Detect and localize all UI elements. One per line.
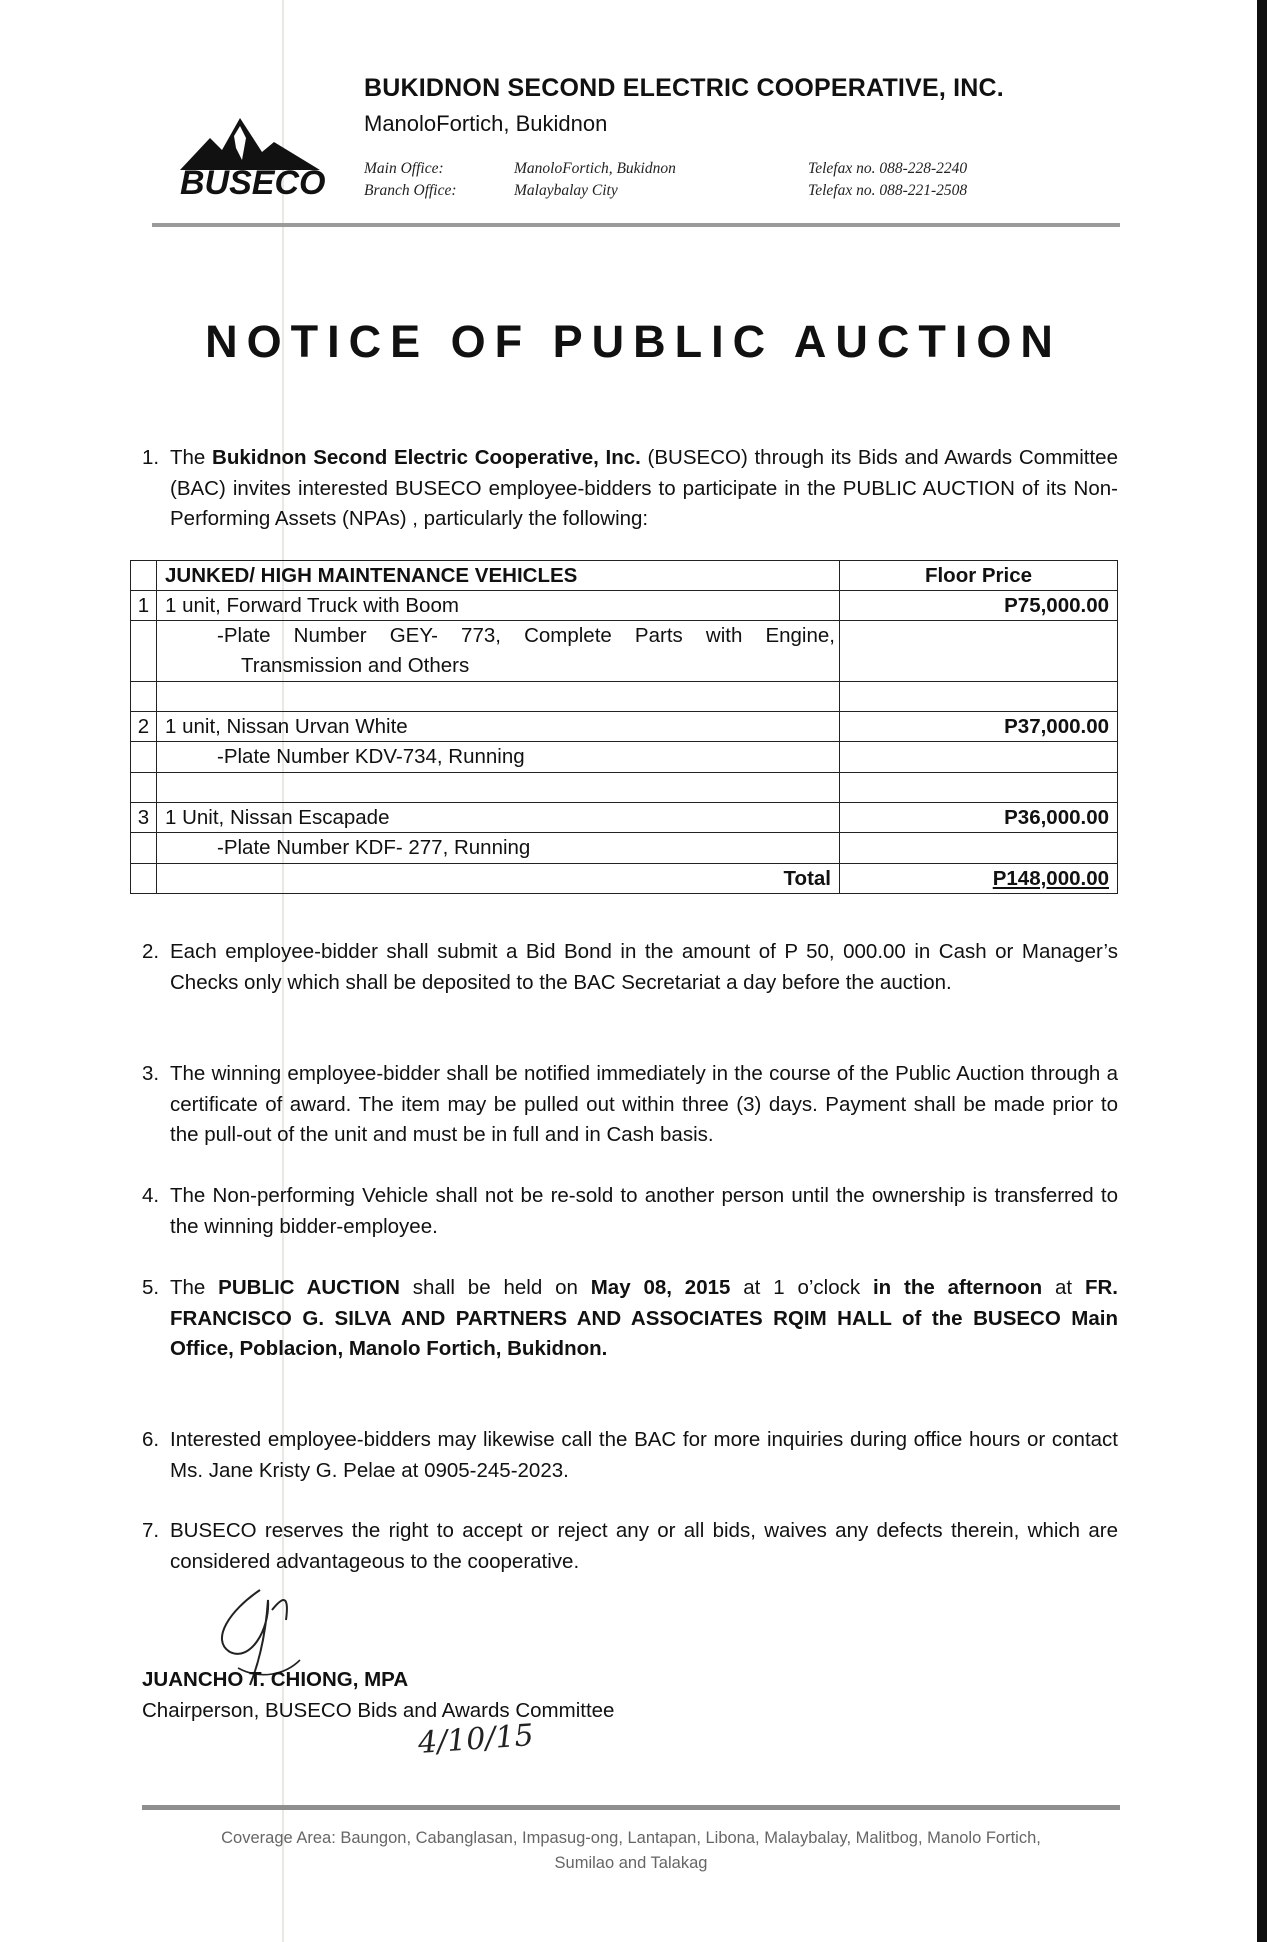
handwritten-date: 4/10/15 [416, 1718, 535, 1761]
item-price: P75,000.00 [840, 591, 1118, 621]
table-row [131, 742, 1118, 773]
main-office-label: Main Office: [364, 160, 444, 177]
paragraph-number: 4. [142, 1184, 160, 1207]
table-spacer-row [131, 773, 1118, 803]
org-name: BUKIDNON SECOND ELECTRIC COOPERATIVE, INC. [364, 74, 1004, 102]
para1-bold: Bukidnon Second Electric Cooperative, Inc. [212, 446, 641, 469]
item-desc: 1 unit, Forward Truck with Boom [157, 591, 840, 621]
footer [142, 1826, 1120, 1876]
header-rule [152, 223, 1120, 227]
paragraph-7 [142, 1516, 1118, 1577]
para5-b2: May 08, 2015 [590, 1276, 731, 1299]
vehicles-table [130, 560, 1118, 894]
para5-t3: at 1 o’clock [730, 1276, 873, 1299]
para5-b1: PUBLIC AUCTION [218, 1276, 400, 1299]
paragraph-text: The Non-performing Vehicle shall not be re-sold to another person until the ownership is transferred to the winning bidder-employee. [170, 1184, 1118, 1238]
paragraph-4 [142, 1181, 1118, 1242]
item-num: 2 [131, 712, 157, 742]
paragraph-2 [142, 937, 1118, 998]
item-detail [157, 742, 840, 773]
main-office-value: ManoloFortich, Bukidnon [514, 160, 676, 177]
org-location: ManoloFortich, Bukidnon [364, 111, 608, 136]
table-row [131, 833, 1118, 864]
para5-b4: FR. FRANCISCO G. SILVA AND PARTNERS AND ASSOCIATES RQIM HALL of the BUSECO Main Office, Poblacion, Manolo Fortich, Bukidnon. [170, 1276, 1118, 1360]
branch-office-phone: Telefax no. 088-221-2508 [808, 182, 968, 199]
para5-t4: at [1042, 1276, 1085, 1299]
page-title: NOTICE OF PUBLIC AUCTION [205, 316, 1062, 367]
item-detail-text: Plate Number KDV-734, Running [223, 745, 525, 768]
main-office-phone: Telefax no. 088-228-2240 [808, 160, 968, 177]
branch-office-value: Malaybalay City [514, 182, 618, 199]
para1-pre: The [170, 446, 213, 469]
item-detail-text: Plate Number GEY- 773, Complete Parts with Engine, Transmission and Others [223, 624, 835, 677]
footer-coverage-line1: Coverage Area: Baungon, Cabanglasan, Impasug-ong, Lantapan, Libona, Malaybalay, Malitbog, Manolo Fortich, [221, 1829, 1041, 1847]
paragraph-text: The winning employee-bidder shall be notified immediately in the course of the Public Auction through a certificate of award. The item may be pulled out within three (3) days. Payment shall be made prior to the pull-out of the unit and must be in full and in Cash basis. [170, 1062, 1118, 1146]
table-row [131, 803, 1118, 833]
buseco-logo [170, 108, 330, 198]
item-desc: 1 unit, Nissan Urvan White [157, 712, 840, 742]
footer-rule [142, 1805, 1120, 1810]
paragraph-number: 7. [142, 1519, 160, 1542]
table-row [131, 712, 1118, 742]
paragraph-number: 2. [142, 940, 160, 963]
table-total-row [131, 864, 1118, 894]
header-num-cell [131, 561, 157, 591]
branch-office-label: Branch Office: [364, 182, 457, 199]
scan-edge-bar [1257, 0, 1267, 1942]
para5-b3: in the afternoon [872, 1276, 1043, 1299]
total-value: P148,000.00 [840, 864, 1118, 894]
paragraph-number: 5. [142, 1276, 160, 1299]
paragraph-number: 6. [142, 1428, 160, 1451]
footer-coverage-line2: Sumilao and Talakag [554, 1854, 708, 1872]
paragraph-6 [142, 1425, 1118, 1486]
table-spacer-row [131, 682, 1118, 712]
total-label: Total [157, 864, 840, 894]
para5-t1: The [170, 1276, 219, 1299]
table-header-row [131, 561, 1118, 591]
item-dash: - [217, 624, 224, 647]
item-dash: - [217, 836, 224, 859]
item-dash: - [217, 745, 224, 768]
paragraph-3 [142, 1059, 1118, 1151]
paragraph-number: 3. [142, 1062, 160, 1085]
logo-text: BUSECO [180, 164, 326, 198]
header-desc: JUNKED/ HIGH MAINTENANCE VEHICLES [157, 561, 840, 591]
para1-post: (BUSECO) through its Bids and Awards Committee (BAC) invites interested BUSECO employee-bidders to participate in the PUBLIC AUCTION of its Non-Performing Assets (NPAs) , particularly the following: [170, 446, 1118, 530]
item-num: 1 [131, 591, 157, 621]
paragraph-number: 1. [142, 446, 160, 469]
signatory-name: JUANCHO T. CHIONG, MPA [142, 1668, 409, 1691]
signatory-title: Chairperson, BUSECO Bids and Awards Committee [142, 1699, 615, 1722]
table-row [131, 621, 1118, 682]
item-num: 3 [131, 803, 157, 833]
paragraph-text: Interested employee-bidders may likewise call the BAC for more inquiries during office hours or contact Ms. Jane Kristy G. Pelae at 0905-245-2023. [170, 1428, 1118, 1482]
paragraph-text: Each employee-bidder shall submit a Bid Bond in the amount of P 50, 000.00 in Cash or Manager’s Checks only which shall be deposited to the BAC Secretariat a day before the auction. [170, 940, 1118, 994]
paragraph-1 [142, 443, 1118, 535]
item-detail [157, 621, 840, 682]
paragraph-5 [142, 1273, 1118, 1365]
table-row [131, 591, 1118, 621]
header-price: Floor Price [840, 561, 1118, 591]
item-desc: 1 Unit, Nissan Escapade [157, 803, 840, 833]
paragraph-text: BUSECO reserves the right to accept or reject any or all bids, waives any defects therein, which are considered advantageous to the cooperative. [170, 1519, 1118, 1573]
item-detail-text: Plate Number KDF- 277, Running [223, 836, 531, 859]
item-price: P36,000.00 [840, 803, 1118, 833]
para5-t2: shall be held on [399, 1276, 591, 1299]
item-price: P37,000.00 [840, 712, 1118, 742]
item-detail [157, 833, 840, 864]
